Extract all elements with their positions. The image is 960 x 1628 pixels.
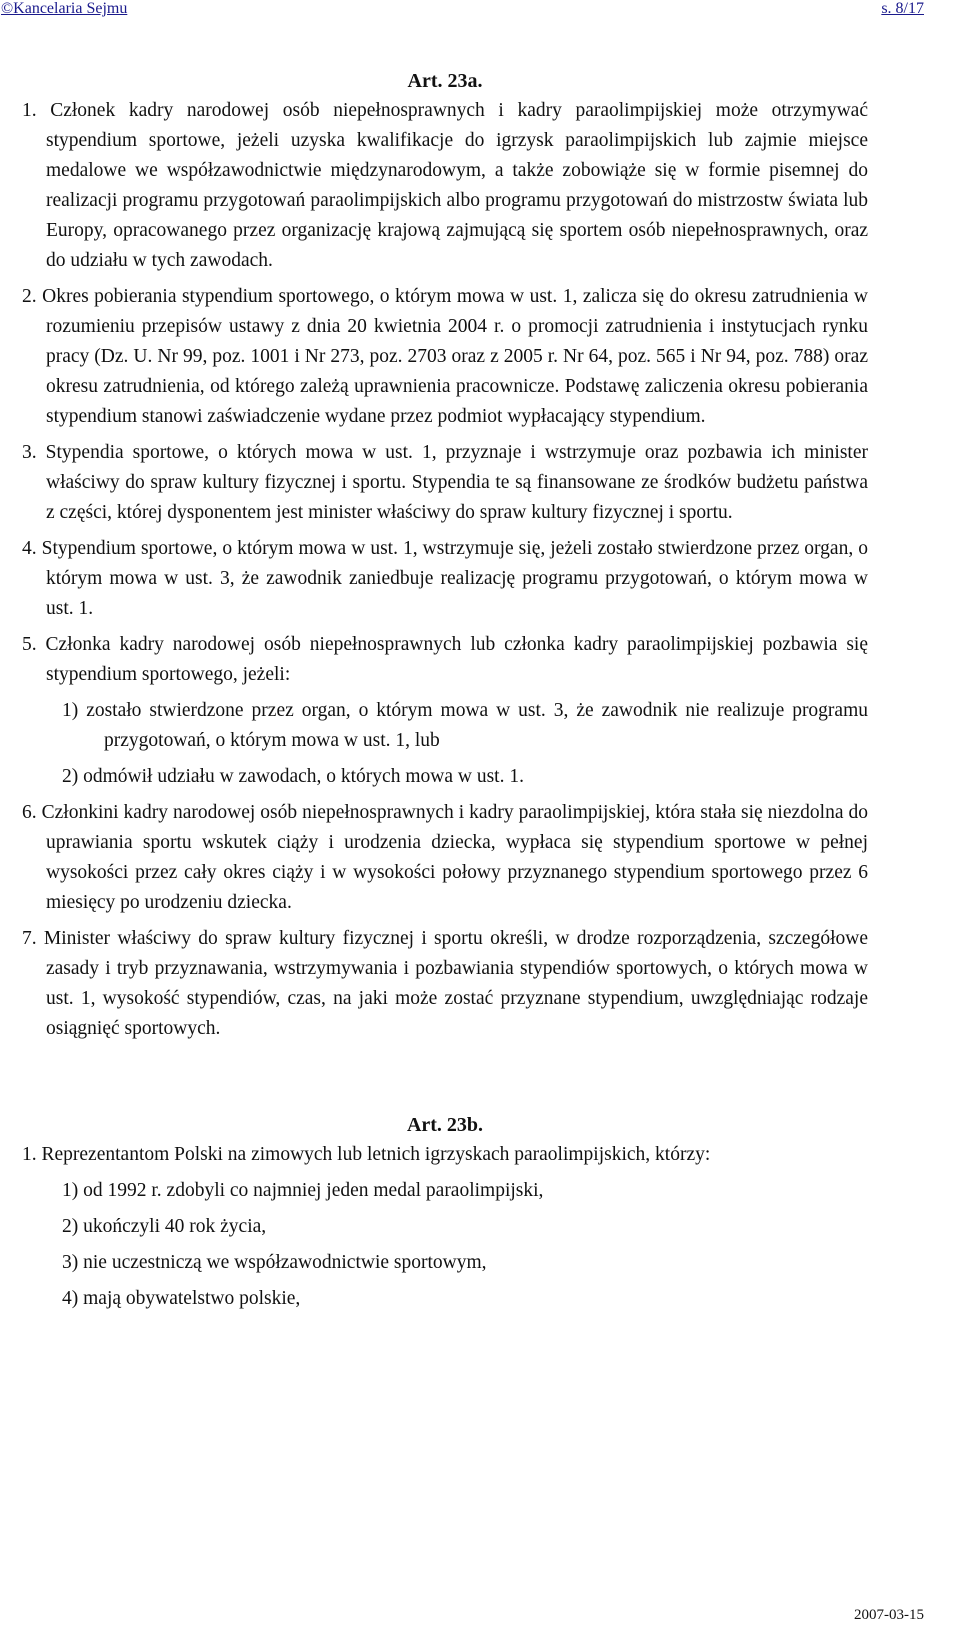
art23a-paragraph-6: 6. Członkini kadry narodowej osób niepełnosprawnych i kadry paraolimpijskiej, która stała się niezdolna do uprawiania sportu wskutek ciąży i urodzenia dziecka, wypłaca się stypendium sportowe w pełnej wysokości przez cały okres ciąży i w wysokości połowy przyznanego stypendium sportowego przez 6 miesięcy po urodzeniu dziecka. — [22, 802, 868, 913]
page-header — [0, 0, 960, 24]
article-23a-title: Art. 23a. — [407, 70, 483, 92]
art23a-p5-item-1: 1) zostało stwierdzone przez organ, o którym mowa w ust. 3, że zawodnik nie realizuje programu przygotowań, o którym mowa w ust. 1, lub — [62, 700, 868, 751]
source-link[interactable]: ©Kancelaria Sejmu — [1, 0, 128, 17]
art23a-paragraph-7: 7. Minister właściwy do spraw kultury fizycznej i sportu określi, w drodze rozporządzenia, szczegółowe zasady i tryb przyznawania, wstrzymywania i pozbawiania stypendiów sportowych, o których mowa w ust. 1, wysokość stypendiów, czas, na jaki może zostać przyznane stypendium, uwzględniając rodzaje osiągnięć sportowych. — [22, 928, 868, 1039]
footer-date: 2007-03-15 — [854, 1607, 924, 1623]
art23b-item-1: 1) od 1992 r. zdobyli co najmniej jeden medal paraolimpijski, — [62, 1180, 544, 1201]
art23a-paragraph-2: 2. Okres pobierania stypendium sportowego, o którym mowa w ust. 1, zalicza się do okresu zatrudnienia w rozumieniu przepisów ustawy z dnia 20 kwietnia 2004 r. o promocji zatrudnienia i instytucjach rynku pracy (Dz. U. Nr 99, poz. 1001 i Nr 273, poz. 2703 oraz z 2005 r. Nr 64, poz. 565 i Nr 94, poz. 788) oraz okresu zatrudnienia, od którego zależą uprawnienia pracownicze. Podstawę zaliczenia okresu pobierania stypendium stanowi zaświadczenie wydane przez podmiot wypłacający stypendium. — [22, 286, 868, 427]
art23a-p5-item-2: 2) odmówił udziału w zawodach, o których mowa w ust. 1. — [62, 766, 524, 787]
art23a-paragraph-3: 3. Stypendia sportowe, o których mowa w ust. 1, przyznaje i wstrzymuje oraz pozbawia ich minister właściwy do spraw kultury fizycznej i sportu. Stypendia te są finansowane ze środków budżetu państwa z części, której dysponentem jest minister właściwy do spraw kultury fizycznej i sportu. — [22, 442, 868, 523]
art23b-item-2: 2) ukończyli 40 rok życia, — [62, 1216, 267, 1237]
art23a-paragraph-4: 4. Stypendium sportowe, o którym mowa w ust. 1, wstrzymuje się, jeżeli zostało stwierdzone przez organ, o którym mowa w ust. 3, że zawodnik zaniedbuje realizację programu przygotowań, o którym mowa w ust. 1. — [22, 538, 868, 619]
document-body — [22, 66, 868, 1320]
art23a-paragraph-1: 1. Członek kadry narodowej osób niepełnosprawnych i kadry paraolimpijskiej może otrzymywać stypendium sportowe, jeżeli uzyska kwalifikacje do igrzysk paraolimpijskich lub zajmie miejsce medalowe we współzawodnictwie międzynarodowym, a także zobowiąże się w formie pisemnej do realizacji programu przygotowań paraolimpijskich albo programu przygotowań do mistrzostw świata lub Europy, opracowanego przez organizację krajową zajmującą się sportem osób niepełnosprawnych, oraz do udziału w tych zawodach. — [22, 100, 868, 271]
page-number-link[interactable]: s. 8/17 — [881, 0, 924, 17]
art23b-item-4: 4) mają obywatelstwo polskie, — [62, 1288, 301, 1309]
art23b-paragraph-1: 1. Reprezentantom Polski na zimowych lub letnich igrzyskach paraolimpijskich, którzy: — [22, 1144, 711, 1165]
art23b-item-3: 3) nie uczestniczą we współzawodnictwie sportowym, — [62, 1252, 487, 1273]
article-23b-title: Art. 23b. — [406, 1114, 484, 1136]
art23a-paragraph-5: 5. Członka kadry narodowej osób niepełnosprawnych lub członka kadry paraolimpijskiej pozbawia się stypendium sportowego, jeżeli: — [22, 634, 868, 685]
section-spacer — [22, 1050, 868, 1110]
